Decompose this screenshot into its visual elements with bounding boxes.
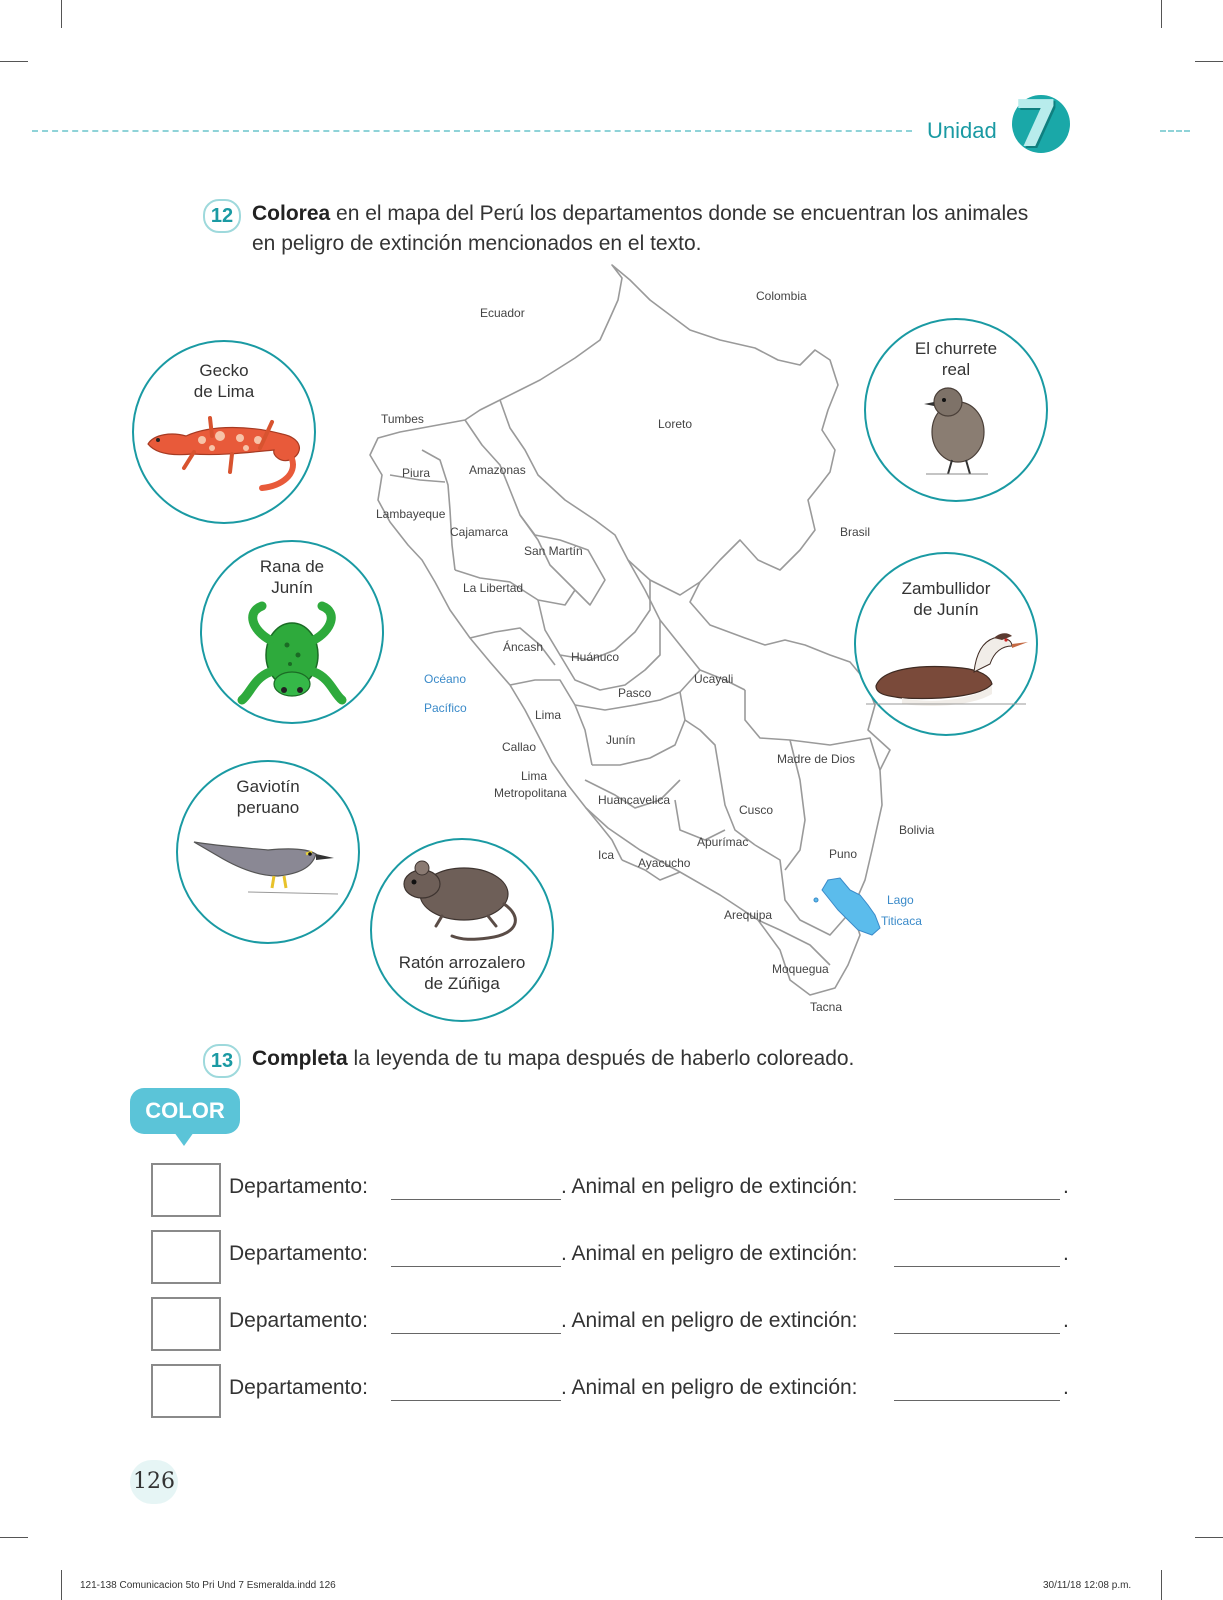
animal-circle-gecko (132, 340, 316, 524)
map-label-lago: Lago (887, 893, 914, 907)
crop-mark (1161, 1570, 1162, 1600)
map-label-madre-de-dios: Madre de Dios (777, 752, 856, 766)
color-badge-tail (174, 1132, 194, 1146)
unit-number: 7 (1014, 88, 1059, 162)
color-badge: COLOR (130, 1088, 240, 1134)
crop-mark (61, 0, 62, 28)
map-label-ica: Ica (598, 848, 615, 862)
question-13-text (252, 1044, 1052, 1074)
gecko-illustration (142, 404, 306, 494)
map-label-oceano: Océano (424, 672, 467, 686)
department-label: Departamento: (229, 1309, 368, 1332)
map-label-lima-metro-2: Metropolitana (494, 786, 567, 800)
border-cusco (685, 720, 755, 845)
crop-mark (0, 1537, 28, 1538)
department-blank[interactable] (391, 1266, 561, 1267)
animal-circle-churrete (864, 318, 1048, 502)
map-label-ayacucho: Ayacucho (638, 856, 691, 870)
map-label-piura: Piura (402, 466, 431, 480)
animal-label: . Animal en peligro de extinción: (561, 1242, 858, 1265)
map-label-junin: Junín (606, 733, 636, 747)
department-label: Departamento: (229, 1242, 368, 1265)
question-12-text (252, 199, 1052, 259)
question-12-verb: Colorea (252, 202, 331, 225)
map-label-pacifico: Pacífico (424, 701, 467, 715)
crop-mark (1161, 0, 1162, 28)
animal-label: . Animal en peligro de extinción: (561, 1376, 858, 1399)
department-blank[interactable] (391, 1400, 561, 1401)
crop-mark (1195, 1537, 1223, 1538)
animal-label: . Animal en peligro de extinción: (561, 1309, 858, 1332)
legend-row (151, 1163, 1081, 1215)
legend-color-box[interactable] (151, 1364, 221, 1418)
map-label-moquegua: Moquegua (772, 962, 829, 976)
map-label-ancash: Áncash (503, 640, 544, 654)
map-label-lambayeque: Lambayeque (376, 507, 446, 521)
legend-color-box[interactable] (151, 1163, 221, 1217)
animal-name-raton-2: de Zúñiga (424, 974, 500, 993)
question-number-13: 13 (203, 1044, 241, 1078)
page-number: 126 (130, 1460, 178, 1504)
grebe-illustration (862, 624, 1030, 714)
animal-name-rana-1: Rana de (259, 557, 325, 576)
animal-name-rana-2: Junín (271, 578, 313, 597)
animal-name-gecko-1: Gecko (199, 361, 249, 380)
legend-row (151, 1364, 1081, 1416)
animal-circle-rana (200, 540, 384, 724)
map-label-brasil: Brasil (840, 525, 871, 539)
crop-mark (0, 61, 28, 62)
map-label-tacna: Tacna (810, 1000, 843, 1014)
department-blank[interactable] (391, 1333, 561, 1334)
department-label: Departamento: (229, 1175, 368, 1198)
animal-name-churrete-1: El churrete (914, 339, 998, 358)
border-sanmartin (520, 515, 605, 605)
churrete-illustration (916, 380, 996, 480)
map-label-arequipa: Arequipa (724, 908, 773, 922)
frog-illustration (232, 600, 352, 710)
animal-blank[interactable] (894, 1199, 1060, 1200)
map-label-lima: Lima (535, 708, 562, 722)
animal-name-raton-1: Ratón arrozalero (398, 953, 526, 972)
map-label-ucayali: Ucayali (694, 672, 734, 686)
animal-name-gaviotin-1: Gaviotín (236, 777, 300, 796)
unit-label: Unidad (927, 118, 997, 143)
question-number-12: 12 (203, 199, 241, 233)
lake-island (814, 898, 818, 902)
animal-circle-gaviotin (176, 760, 360, 944)
legend-end-period: . (1063, 1175, 1069, 1198)
animal-blank[interactable] (894, 1266, 1060, 1267)
legend-row (151, 1230, 1081, 1282)
map-label-tumbes: Tumbes (381, 412, 424, 426)
crop-mark (61, 1570, 62, 1600)
legend-color-box[interactable] (151, 1297, 221, 1351)
map-label-apurimac: Apurímac (697, 835, 749, 849)
legend-end-period: . (1063, 1309, 1069, 1332)
crop-mark (1195, 61, 1223, 62)
map-label-amazonas: Amazonas (469, 463, 526, 477)
map-label-san-martin: San Martín (524, 544, 583, 558)
animal-name-gaviotin-2: peruano (236, 798, 300, 817)
lake-titicaca (822, 878, 880, 935)
map-label-pasco: Pasco (618, 686, 652, 700)
map-label-titicaca: Titicaca (881, 914, 922, 928)
map-label-ecuador: Ecuador (480, 306, 525, 320)
animal-blank[interactable] (894, 1333, 1060, 1334)
header-dashed-rule-right (1160, 130, 1190, 132)
animal-name-zambullidor-2: de Junín (913, 600, 979, 619)
map-label-callao: Callao (502, 740, 537, 754)
animal-circle-raton (370, 838, 554, 1022)
border-huanuco (538, 580, 650, 660)
legend-end-period: . (1063, 1376, 1069, 1399)
question-13-instructions: la leyenda de tu mapa después de haberlo coloreado. (347, 1047, 855, 1070)
animal-label: . Animal en peligro de extinción: (561, 1175, 858, 1198)
animal-name-gecko-2: de Lima (193, 382, 255, 401)
legend-row (151, 1297, 1081, 1349)
mouse-illustration (392, 854, 532, 944)
footer-date: 30/11/18 12:08 p.m. (1043, 1580, 1132, 1591)
map-label-huancavelica: Huancavelica (598, 793, 671, 807)
border-moquegua (758, 920, 830, 965)
border-junin-s (592, 692, 685, 765)
map-label-la-libertad: La Libertad (463, 581, 524, 595)
department-blank[interactable] (391, 1199, 561, 1200)
map-label-puno: Puno (829, 847, 858, 861)
border-apurimac (675, 800, 725, 840)
map-label-lima-metro-1: Lima (521, 769, 548, 783)
animal-name-zambullidor-1: Zambullidor (901, 579, 991, 598)
animal-name-churrete-2: real (941, 360, 971, 379)
animal-circle-zambullidor (854, 552, 1038, 736)
map-label-cajamarca: Cajamarca (450, 525, 509, 539)
footer-file-info: 121-138 Comunicacion 5to Pri Und 7 Esmeralda.indd 126 (80, 1580, 336, 1591)
legend-end-period: . (1063, 1242, 1069, 1265)
border-amazonas (465, 420, 575, 590)
map-label-colombia: Colombia (756, 289, 807, 303)
animal-blank[interactable] (894, 1400, 1060, 1401)
question-12-instructions: en el mapa del Perú los departamentos donde se encuentran los animales en peligro de extinción mencionados en el texto. (252, 202, 1029, 255)
map-label-huanuco: Huánuco (571, 650, 620, 664)
map-label-cusco: Cusco (739, 803, 774, 817)
map-label-bolivia: Bolivia (899, 823, 935, 837)
header-dashed-rule (32, 130, 912, 132)
map-label-loreto: Loreto (658, 417, 693, 431)
department-label: Departamento: (229, 1376, 368, 1399)
tern-illustration (188, 824, 350, 904)
question-13-verb: Completa (252, 1047, 348, 1070)
legend-color-box[interactable] (151, 1230, 221, 1284)
